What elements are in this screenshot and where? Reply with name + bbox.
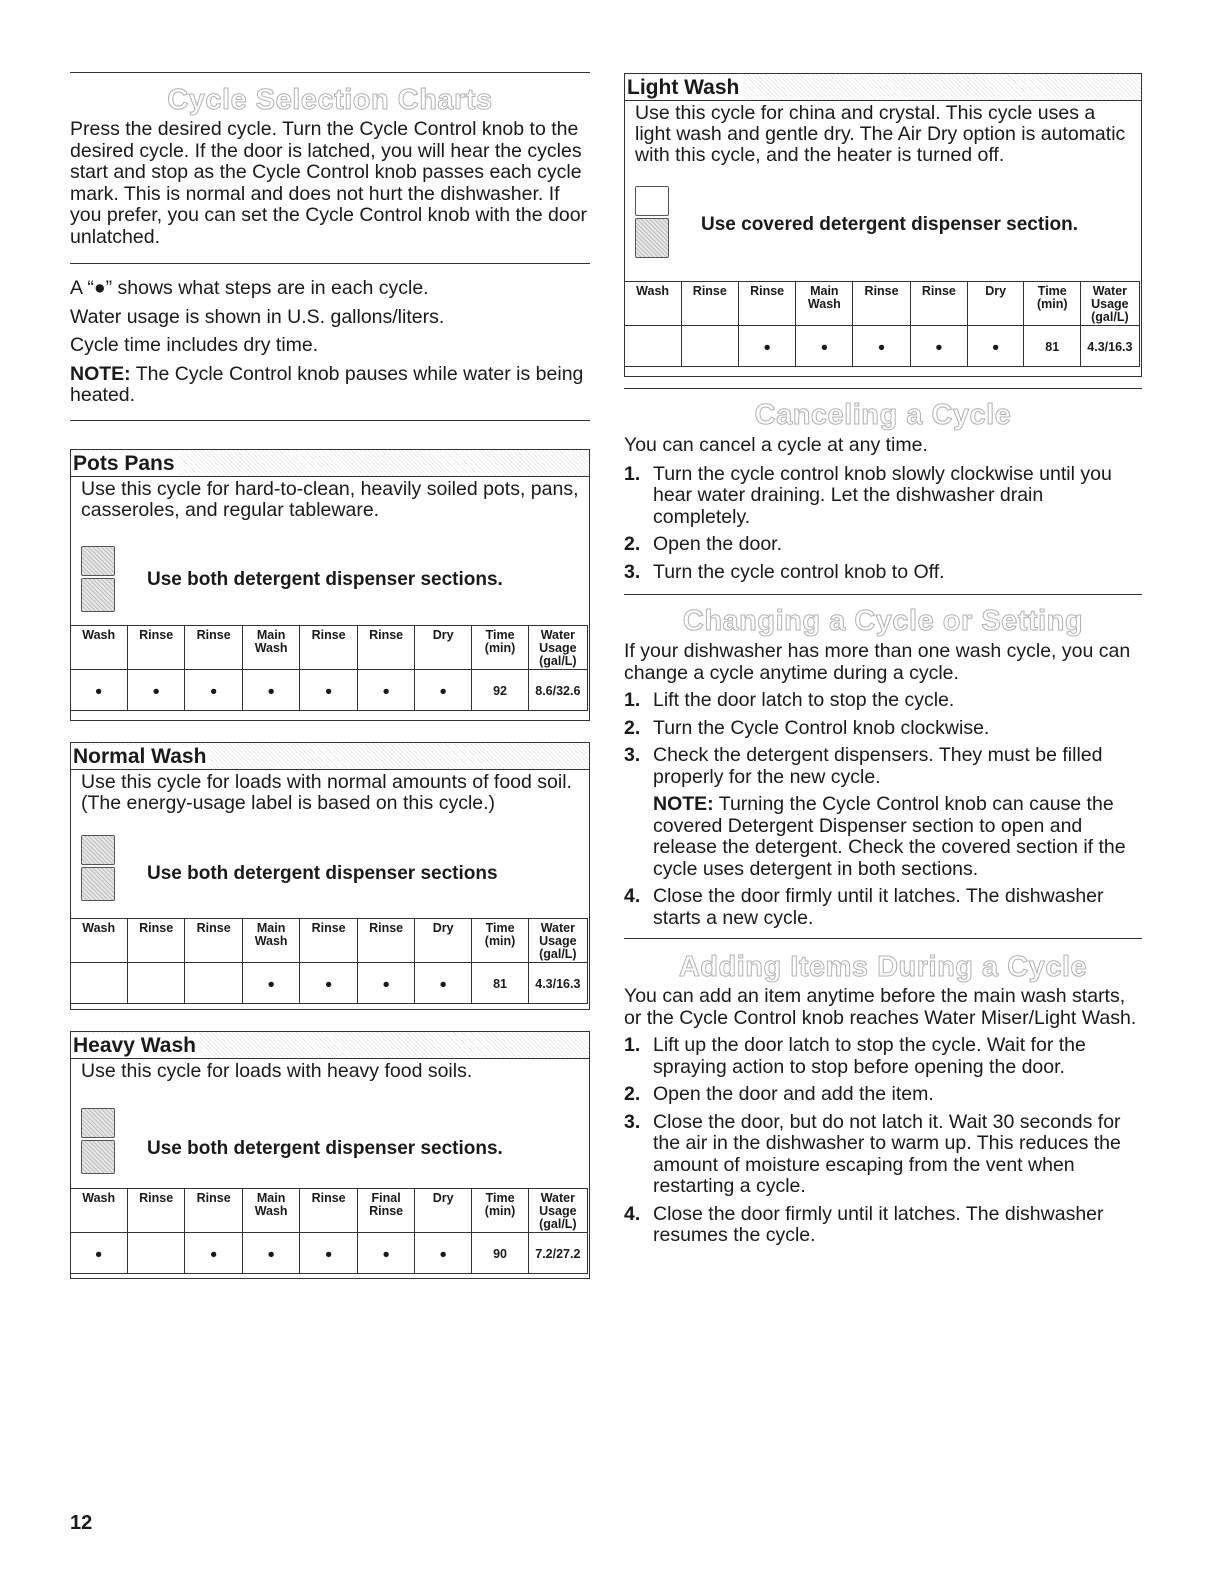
divider xyxy=(70,263,590,264)
step-cell xyxy=(681,326,738,367)
cycle-name: Pots Pans xyxy=(71,452,179,476)
list-item: 3. Close the door, but do not latch it. Wait 30 seconds for the air in the dishwasher to warm up. This reduces the amount of moisture escaping from the vent when restarting a cycle. xyxy=(624,1110,1121,1197)
column-header: Rinse xyxy=(127,626,185,670)
column-header: Dry xyxy=(415,919,472,963)
cycle-card-pots-pans xyxy=(70,449,590,721)
detergent-dispenser-icon xyxy=(81,1108,115,1174)
column-header: Rinse xyxy=(185,919,243,963)
cycle-description: Use this cycle for loads with heavy food soils. xyxy=(81,1060,473,1082)
step-cell: ● xyxy=(796,326,853,367)
step-cell: 81 xyxy=(471,963,528,1004)
canceling-steps xyxy=(624,464,1142,584)
step-cell xyxy=(127,1233,185,1274)
step-cell: ● xyxy=(185,670,243,711)
canceling-section xyxy=(624,435,1142,589)
step-cell: ● xyxy=(415,1233,472,1274)
changing-section xyxy=(624,641,1142,935)
dispenser-instruction: Use both detergent dispenser sections. xyxy=(147,569,503,590)
adding-section xyxy=(624,986,1142,1253)
column-header: Final Rinse xyxy=(357,1189,415,1233)
column-header: Rinse xyxy=(910,282,967,326)
list-item: 4. Close the door firmly until it latches. The dishwasher starts a new cycle. xyxy=(624,885,1104,929)
cycle-header xyxy=(71,743,589,770)
step-cell: ● xyxy=(357,1233,415,1274)
step-cell: ● xyxy=(70,670,127,711)
column-header: Rinse xyxy=(357,919,415,963)
cycle-header xyxy=(625,74,1141,101)
column-header: Dry xyxy=(415,1189,472,1233)
list-item: 3. Turn the cycle control knob to Off. xyxy=(624,560,945,583)
column-header: Rinse xyxy=(853,282,910,326)
step-cell: ● xyxy=(910,326,967,367)
column-header: Rinse xyxy=(300,626,358,670)
cycle-name: Heavy Wash xyxy=(71,1034,200,1058)
adding-intro: You can add an item anytime before the main wash starts, or the Cycle Control knob reaches Water Miser/Light Wash. xyxy=(624,985,1137,1029)
detergent-dispenser-icon xyxy=(81,546,115,612)
list-item: 1. Turn the cycle control knob slowly clockwise until you hear water draining. Let the dishwasher drain completely. xyxy=(624,462,1112,528)
cycle-header xyxy=(71,1032,589,1059)
cycle-steps-table xyxy=(70,625,588,711)
step-cell: 81 xyxy=(1024,326,1081,367)
list-item: 2. Open the door and add the item. xyxy=(624,1083,934,1105)
step-cell: ● xyxy=(300,963,358,1004)
column-header: Rinse xyxy=(300,919,358,963)
top-rule-left xyxy=(70,72,590,73)
detergent-dispenser-icon xyxy=(81,835,115,901)
divider xyxy=(624,388,1142,389)
legend-water-text: Water usage is shown in U.S. gallons/liters. xyxy=(70,305,445,328)
step-cell: 90 xyxy=(471,1233,528,1274)
dispenser-instruction: Use both detergent dispenser sections xyxy=(147,863,498,884)
legend-dot-text: A “●” shows what steps are in each cycle. xyxy=(70,277,429,299)
column-header: Water Usage (gal/L) xyxy=(1081,282,1139,326)
canceling-intro: You can cancel a cycle at any time. xyxy=(624,434,928,456)
column-header: Wash xyxy=(70,1189,127,1233)
step-cell: 92 xyxy=(471,670,528,711)
step-cell: ● xyxy=(738,326,795,367)
column-header: Time (min) xyxy=(471,626,528,670)
dispenser-instruction: Use covered detergent dispenser section. xyxy=(701,214,1078,235)
column-header: Dry xyxy=(968,282,1024,326)
column-header: Rinse xyxy=(681,282,738,326)
list-item: 3. Check the detergent dispensers. They must be filled properly for the new cycle. NOTE: Turning the Cycle Control knob can cause the covered Detergent Dispenser section to open and release the detergent. Check the covered section if the cycle uses detergent in both sections. xyxy=(624,745,1142,880)
legend-block xyxy=(70,278,590,407)
list-item: 4. Close the door firmly until it latches. The dishwasher resumes the cycle. xyxy=(624,1202,1104,1246)
cycle-description: Use this cycle for loads with normal amounts of food soil. (The energy-usage label is based on this cycle.) xyxy=(81,771,572,814)
step-cell: ● xyxy=(242,670,299,711)
list-item: 2. Turn the Cycle Control knob clockwise. xyxy=(624,716,990,739)
cycle-selection-title: Cycle Selection Charts xyxy=(167,84,493,116)
column-header: Main Wash xyxy=(242,626,299,670)
changing-note: NOTE: Turning the Cycle Control knob can cause the covered Detergent Dispenser section to open and release the detergent. Check the covered section if the cycle uses detergent in both sections. xyxy=(653,793,1126,880)
legend-time-text: Cycle time includes dry time. xyxy=(70,334,319,356)
note-label: NOTE: xyxy=(70,362,131,385)
page-number: 12 xyxy=(70,1512,93,1534)
step-cell: ● xyxy=(185,1233,243,1274)
covered-dispenser-icon xyxy=(635,186,669,258)
column-header: Water Usage (gal/L) xyxy=(529,626,587,670)
step-cell xyxy=(185,963,243,1004)
cycle-card-heavy-wash xyxy=(70,1031,590,1279)
step-cell: 4.3/16.3 xyxy=(1081,326,1139,367)
column-header: Time (min) xyxy=(1024,282,1081,326)
column-header: Water Usage (gal/L) xyxy=(529,919,587,963)
column-header: Wash xyxy=(624,282,681,326)
divider xyxy=(70,420,590,421)
changing-title: Changing a Cycle or Setting xyxy=(682,605,1084,637)
note-body: The Cycle Control knob pauses while water is being heated. xyxy=(70,362,584,406)
cycle-steps-table xyxy=(624,281,1140,367)
cycle-name: Light Wash xyxy=(625,76,743,100)
cycle-card-light-wash xyxy=(624,73,1142,377)
cycle-description: Use this cycle for china and crystal. This cycle uses a light wash and gentle dry. The Air Dry option is automatic with this cycle, and the heater is turned off. xyxy=(635,102,1126,166)
column-header: Wash xyxy=(70,626,127,670)
step-cell: ● xyxy=(242,1233,299,1274)
dispenser-instruction: Use both detergent dispenser sections. xyxy=(147,1138,503,1159)
cycle-card-normal-wash xyxy=(70,742,590,1010)
step-cell: ● xyxy=(357,670,415,711)
changing-steps xyxy=(624,690,1142,929)
step-cell: ● xyxy=(853,326,910,367)
list-item: 1. Lift the door latch to stop the cycle. xyxy=(624,689,955,711)
step-cell: 7.2/27.2 xyxy=(529,1233,587,1274)
column-header: Rinse xyxy=(185,626,243,670)
cycle-steps-table xyxy=(70,1188,588,1274)
step-cell xyxy=(70,963,127,1004)
cycle-steps-table xyxy=(70,918,588,1004)
list-item: 2. Open the door. xyxy=(624,533,783,555)
step-cell xyxy=(624,326,681,367)
column-header: Main Wash xyxy=(242,919,299,963)
step-cell: ● xyxy=(968,326,1024,367)
column-header: Time (min) xyxy=(471,919,528,963)
column-header: Rinse xyxy=(127,1189,185,1233)
cycle-description: Use this cycle for hard-to-clean, heavily soiled pots, pans, casseroles, and regular tableware. xyxy=(81,478,579,521)
step-cell: ● xyxy=(415,670,472,711)
column-header: Rinse xyxy=(127,919,185,963)
step-cell xyxy=(127,963,185,1004)
column-header: Wash xyxy=(70,919,127,963)
cycle-selection-intro: Press the desired cycle. Turn the Cycle Control knob to the desired cycle. If the door is latched, you will hear the cycles start and stop as the Cycle Control knob passes each cycle mark. This is normal and does not hurt the dishwasher. If you prefer, you can set the Cycle Control knob with the door unlatched. xyxy=(70,118,588,248)
step-cell: ● xyxy=(70,1233,127,1274)
step-cell: 8.6/32.6 xyxy=(529,670,587,711)
cycle-header xyxy=(71,450,589,477)
step-cell: ● xyxy=(415,963,472,1004)
column-header: Rinse xyxy=(738,282,795,326)
column-header: Rinse xyxy=(357,626,415,670)
column-header: Water Usage (gal/L) xyxy=(529,1189,587,1233)
column-header: Main Wash xyxy=(242,1189,299,1233)
column-header: Main Wash xyxy=(796,282,853,326)
adding-title: Adding Items During a Cycle xyxy=(678,951,1088,983)
column-header: Rinse xyxy=(300,1189,358,1233)
note-label: NOTE: xyxy=(653,793,714,815)
list-item: 1. Lift up the door latch to stop the cycle. Wait for the spraying action to stop before opening the door. xyxy=(624,1034,1086,1078)
column-header: Time (min) xyxy=(471,1189,528,1233)
step-cell: ● xyxy=(300,1233,358,1274)
adding-steps xyxy=(624,1035,1142,1247)
column-header: Rinse xyxy=(185,1189,243,1233)
canceling-title: Canceling a Cycle xyxy=(754,399,1012,431)
step-cell: ● xyxy=(357,963,415,1004)
step-cell: ● xyxy=(300,670,358,711)
step-cell: ● xyxy=(127,670,185,711)
step-cell: 4.3/16.3 xyxy=(529,963,587,1004)
divider xyxy=(624,938,1142,939)
note-text xyxy=(70,364,590,407)
changing-intro: If your dishwasher has more than one wash cycle, you can change a cycle anytime during a cycle. xyxy=(624,640,1131,684)
column-header: Dry xyxy=(415,626,472,670)
cycle-name: Normal Wash xyxy=(71,745,210,769)
step-cell: ● xyxy=(242,963,299,1004)
divider xyxy=(624,594,1142,595)
